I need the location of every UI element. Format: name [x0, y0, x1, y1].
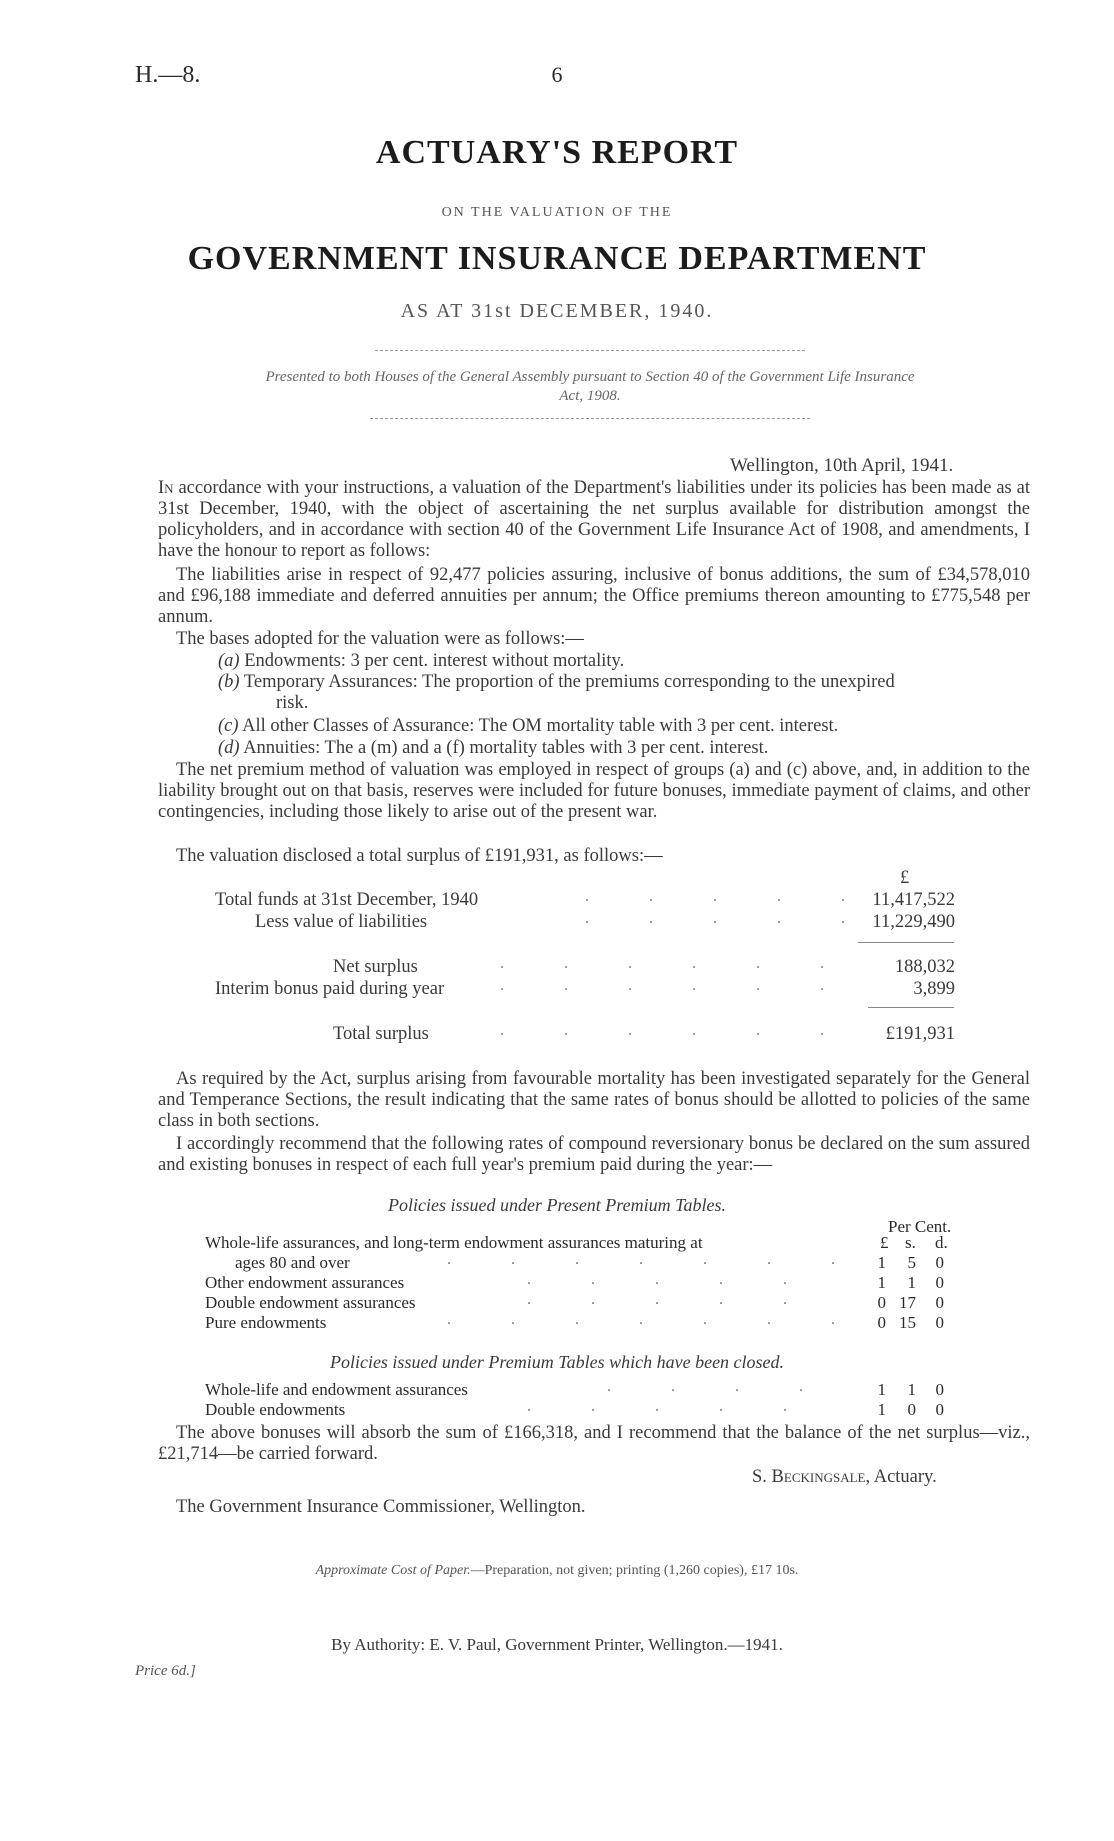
currency-header: £: [900, 868, 910, 888]
rate-pence: 0: [935, 1400, 944, 1419]
basis-label: (b): [218, 672, 240, 692]
bonus-present-heading: Policies issued under Present Premium Tables.: [388, 1195, 726, 1215]
leader-dots: . . . . .: [527, 1291, 815, 1308]
rate-shillings: 1: [907, 1380, 916, 1399]
basis-item-c: [218, 716, 838, 737]
price: Price 6d.]: [135, 1663, 196, 1679]
recommend-paragraph: I accordingly recommend that the following rates of compound reversionary bonus be declared on the sum assured and existing bonuses in respect of each full year's premium paid during the year:—: [158, 1134, 1030, 1175]
cost-note: [0, 1563, 1114, 1579]
row-value: 11,417,522: [872, 890, 955, 910]
leader-dots: . . . . . .: [500, 955, 852, 972]
page-reference: H.—8.: [135, 62, 201, 88]
per-cent-header: Per Cent.: [888, 1217, 952, 1236]
basis-label: (a): [218, 651, 240, 671]
row-value: 3,899: [913, 979, 955, 999]
basis-label: (c): [218, 716, 239, 736]
rate-shillings: 0: [907, 1400, 916, 1419]
rate-pence: 0: [935, 1273, 944, 1292]
absorb-paragraph: The above bonuses will absorb the sum of £166,318, and I recommend that the balance of the net surplus—viz., £21,714—be carried forward.: [158, 1423, 1030, 1464]
signature-title: , Actuary.: [865, 1467, 937, 1487]
bonus-closed-heading: Policies issued under Premium Tables which have been closed.: [329, 1352, 785, 1372]
cost-text: —Preparation, not given; printing (1,260 copies), £17 10s.: [470, 1563, 799, 1578]
sum-rule: [868, 1007, 954, 1008]
basis-text: Annuities: The a (m) and a (f) mortality tables with 3 per cent. interest.: [243, 738, 769, 758]
unit-pounds: £: [880, 1233, 889, 1252]
rate-pence: 0: [935, 1313, 944, 1332]
rate-pounds: 1: [877, 1253, 886, 1272]
rate-pence: 0: [935, 1253, 944, 1272]
unit-shillings: s.: [905, 1233, 916, 1252]
intro-first-word: In: [158, 478, 174, 498]
basis-label: (d): [218, 738, 240, 758]
leader-dots: . . . . . .: [500, 1022, 852, 1039]
leader-dots: . . . . . . .: [447, 1251, 863, 1268]
rate-shillings: 5: [907, 1253, 916, 1272]
row-value: 11,229,490: [872, 912, 955, 932]
rate-shillings: 1: [907, 1273, 916, 1292]
separately-paragraph: As required by the Act, surplus arising from favourable mortality has been investigated separately for the General and Temperance Sections, the result indicating that the same rates of bonus should be allotted to policies of the same class in both sections.: [158, 1069, 1030, 1131]
leader-dots: . . . . . . .: [447, 1311, 863, 1328]
place-date: Wellington, 10th April, 1941.: [730, 455, 954, 476]
method-paragraph: The net premium method of valuation was employed in respect of groups (a) and (c) above, and, in addition to the liability brought out on that basis, reserves were included for future bonuses, immediate payment of claims, and other contingencies, including those likely to arise out of the present war.: [158, 760, 1030, 822]
report-title: ACTUARY'S REPORT: [375, 134, 739, 171]
row-label: Less value of liabilities: [255, 912, 428, 932]
divider-top: [375, 350, 805, 351]
presented-note: [175, 368, 1005, 406]
bonus-label: Double endowment assurances: [205, 1293, 416, 1312]
basis-item-d: [218, 738, 768, 759]
basis-item-a: [218, 651, 624, 672]
bonus-label: Whole-life assurances, and long-term endowment assurances maturing at: [205, 1233, 703, 1252]
sum-rule: [858, 942, 954, 943]
row-label: Net surplus: [333, 957, 418, 977]
addressee: The Government Insurance Commissioner, Wellington.: [176, 1497, 586, 1517]
bonus-label: ages 80 and over: [235, 1253, 350, 1272]
department-title: GOVERNMENT INSURANCE DEPARTMENT: [187, 240, 927, 277]
rate-pence: 0: [935, 1380, 944, 1399]
intro-paragraph: [158, 478, 1030, 562]
basis-item-b: [218, 672, 895, 693]
leader-dots: . . . .: [607, 1378, 831, 1395]
divider-bottom: [370, 418, 810, 419]
basis-item-b-cont: risk.: [276, 693, 309, 713]
leader-dots: . . . . . .: [500, 977, 852, 994]
row-label: Total funds at 31st December, 1940: [215, 890, 479, 910]
basis-text: Temporary Assurances: The proportion of the premiums corresponding to the unexpired: [243, 672, 895, 692]
report-subtitle: ON THE VALUATION OF THE: [441, 205, 673, 220]
valuation-date: AS AT 31st DECEMBER, 1940.: [400, 300, 714, 322]
bonus-label: Pure endowments: [205, 1313, 327, 1332]
basis-text: Endowments: 3 per cent. interest without mortality.: [244, 651, 625, 671]
rate-shillings: 15: [899, 1313, 916, 1332]
rate-pounds: 0: [877, 1293, 886, 1312]
liabilities-paragraph: The liabilities arise in respect of 92,477 policies assuring, inclusive of bonus additions, the sum of £34,578,010 and £96,188 immediate and deferred annuities per annum; the Office premiums thereon amounting to £775,548 per annum.: [158, 565, 1030, 627]
signature: [752, 1467, 937, 1488]
rate-pounds: 1: [877, 1273, 886, 1292]
surplus-intro: The valuation disclosed a total surplus of £191,931, as follows:—: [176, 846, 663, 866]
rate-pounds: 0: [877, 1313, 886, 1332]
cost-label: Approximate Cost of Paper.: [315, 1563, 471, 1578]
page-number: 6: [551, 62, 563, 87]
row-label: Total surplus: [333, 1024, 429, 1044]
signature-name: S. Beckingsale: [752, 1467, 866, 1487]
leader-dots: . . . . .: [585, 888, 873, 905]
presented-note-line2: Act, 1908.: [559, 388, 621, 404]
leader-dots: . . . . .: [527, 1271, 815, 1288]
row-label: Interim bonus paid during year: [215, 979, 445, 999]
bonus-label: Double endowments: [205, 1400, 346, 1419]
basis-text: All other Classes of Assurance: The OM mortality table with 3 per cent. interest.: [242, 716, 839, 736]
unit-pence: d.: [935, 1233, 948, 1252]
rate-pounds: 1: [877, 1400, 886, 1419]
leader-dots: . . . . .: [527, 1398, 815, 1415]
row-value-total: £191,931: [885, 1024, 955, 1044]
rate-shillings: 17: [899, 1293, 916, 1312]
bonus-label: Whole-life and endowment assurances: [205, 1380, 468, 1399]
rate-pence: 0: [935, 1293, 944, 1312]
row-value: 188,032: [894, 957, 955, 977]
authority-line: By Authority: E. V. Paul, Government Printer, Wellington.—1941.: [331, 1635, 783, 1654]
bonus-label: Other endowment assurances: [205, 1273, 405, 1292]
presented-note-line1: Presented to both Houses of the General Assembly pursuant to Section 40 of the Government Life Insurance: [265, 369, 915, 385]
leader-dots: . . . . .: [585, 910, 873, 927]
intro-text: accordance with your instructions, a valuation of the Department's liabilities under its policies has been made as at 31st December, 1940, with the object of ascertaining the net surplus available for distribution amongst the policyholders, and in accordance with section 40 of the Government Life Insurance Act of 1908, and amendments, I have the honour to report as follows:: [158, 478, 1030, 561]
bases-intro: The bases adopted for the valuation were as follows:—: [176, 629, 584, 649]
rate-pounds: 1: [877, 1380, 886, 1399]
